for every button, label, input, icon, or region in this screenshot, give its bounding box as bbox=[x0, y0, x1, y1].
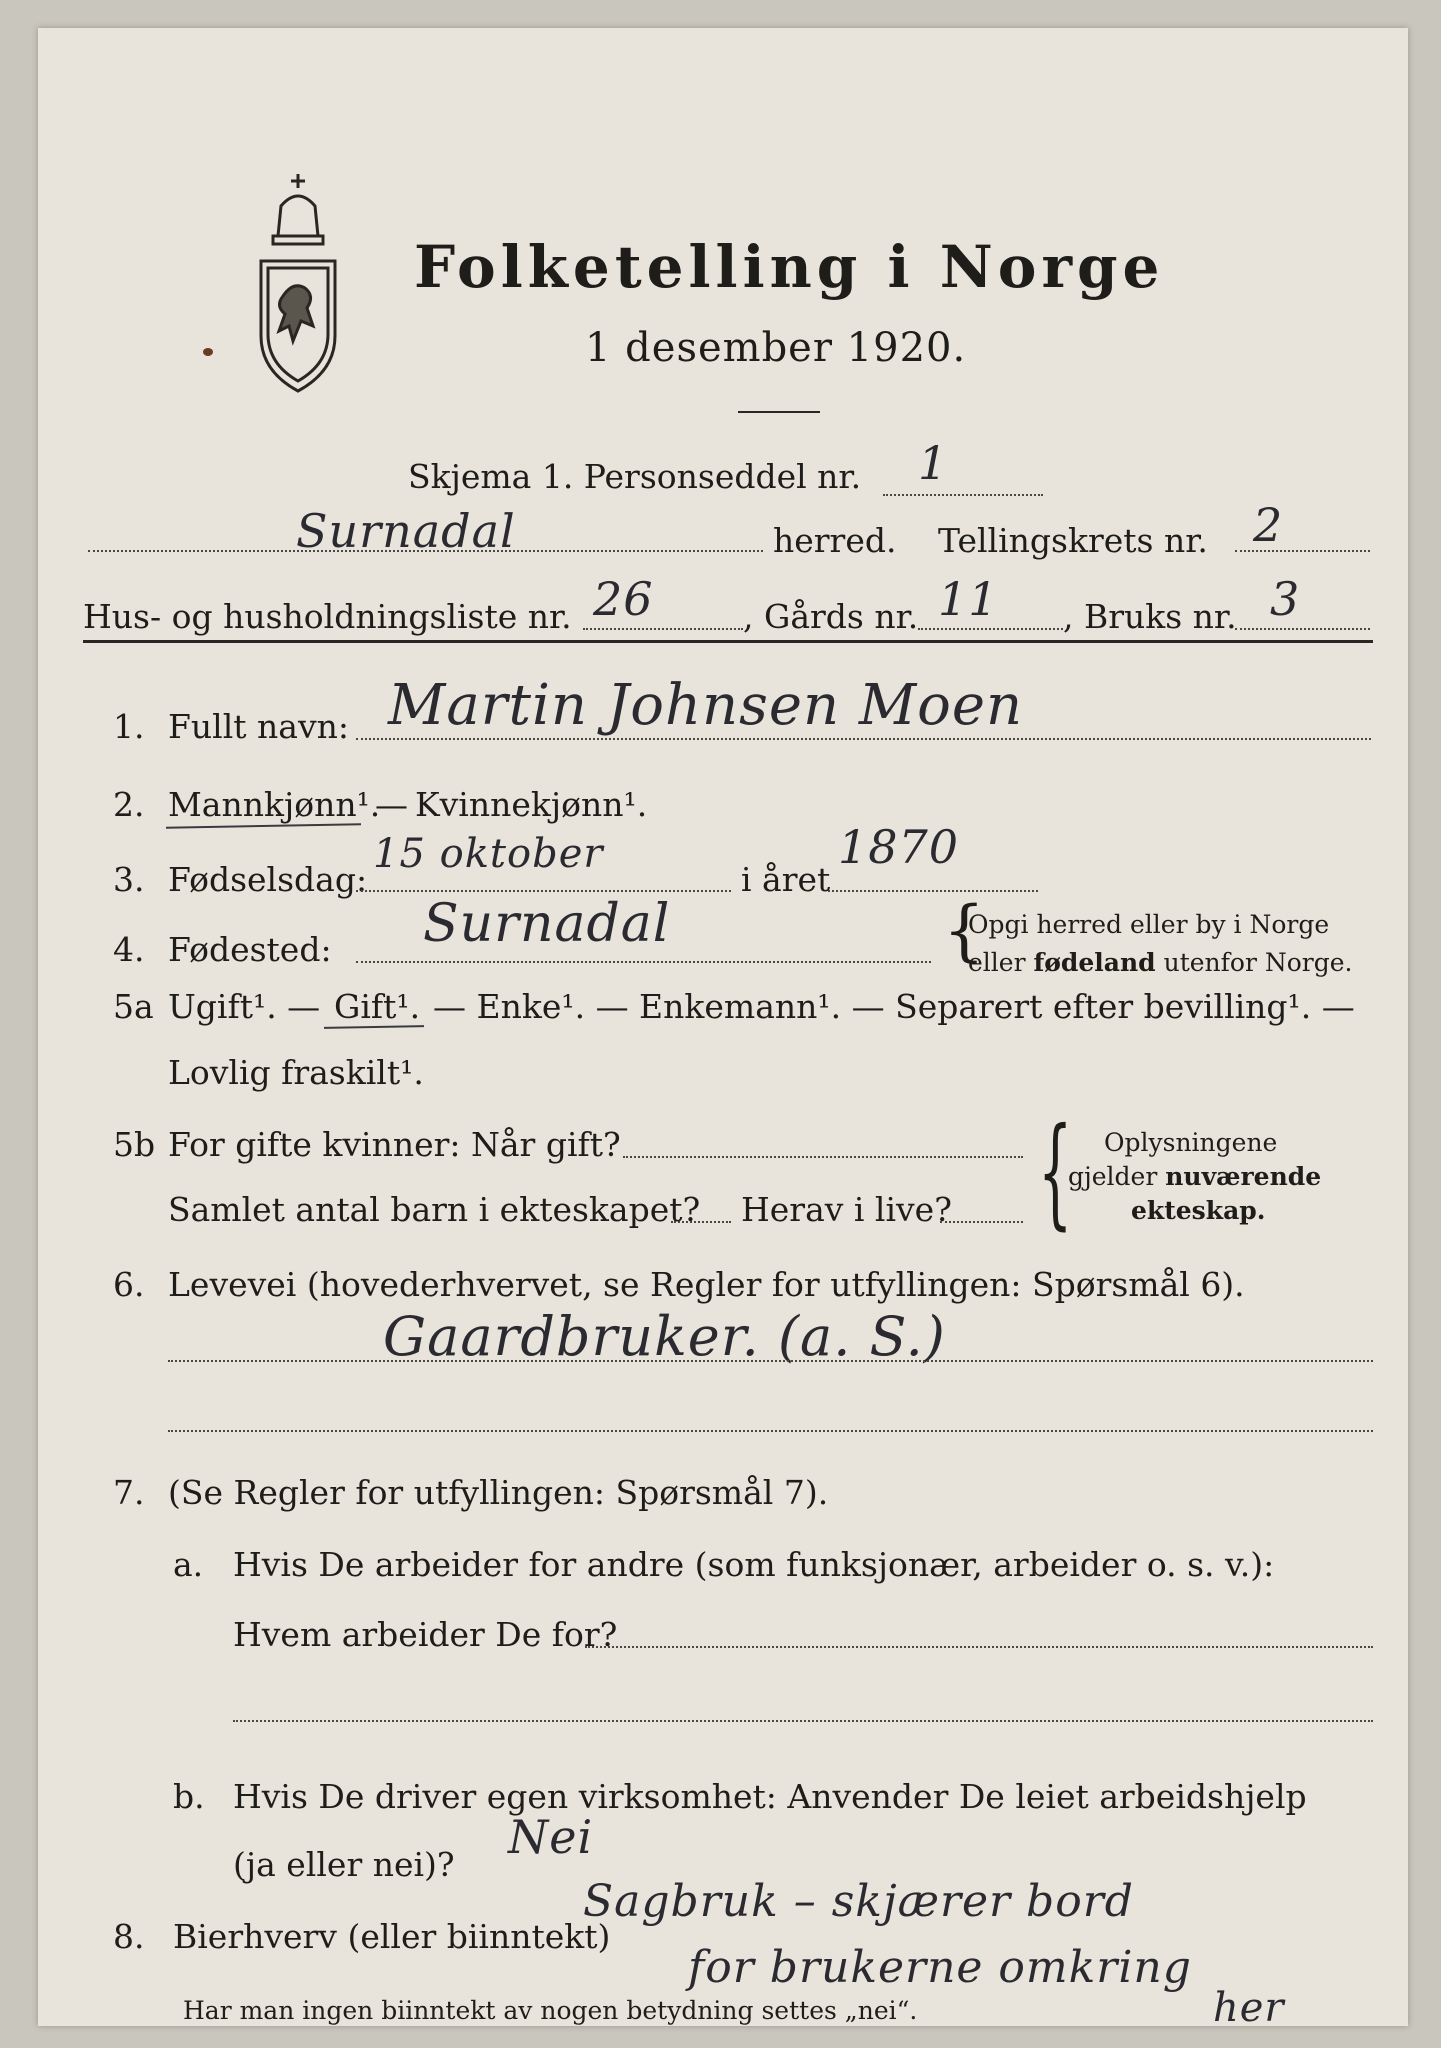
marital-gift: Gift¹. bbox=[334, 987, 421, 1026]
hired-help-value: Nei bbox=[508, 1810, 594, 1864]
q5b-married-when: For gifte kvinner: Når gift? bbox=[168, 1125, 621, 1164]
q7a-letter: a. bbox=[173, 1545, 204, 1584]
q6-line1 bbox=[168, 1360, 1373, 1362]
q4-number: 4. bbox=[113, 930, 145, 969]
q4-note-line2: eller fødeland utenfor Norge. bbox=[968, 948, 1353, 977]
q8-label: Bierhverv (eller biinntekt) bbox=[173, 1917, 611, 1956]
herred-value: Surnadal bbox=[296, 504, 516, 558]
q8-number: 8. bbox=[113, 1917, 145, 1956]
q5b-number: 5b bbox=[113, 1125, 156, 1164]
q5b-children-total: Samlet antal barn i ekteskapet? bbox=[168, 1190, 701, 1229]
hus-line bbox=[583, 628, 743, 630]
q7a-line2 bbox=[233, 1720, 1373, 1722]
q8-note: Har man ingen biinntekt av nogen betydning settes „nei“. bbox=[183, 1996, 918, 2025]
gards-value: 11 bbox=[938, 572, 999, 626]
form-date: 1 desember 1920. bbox=[585, 325, 967, 371]
marital-others: — Enke¹. — Enkemann¹. — Separert efter bevilling¹. — bbox=[433, 987, 1355, 1026]
q5a-number: 5a bbox=[113, 987, 154, 1026]
q5b-note-line2: gjelder nuværende bbox=[1068, 1162, 1322, 1191]
tellingskrets-label: Tellingskrets nr. bbox=[938, 521, 1208, 560]
q5b-note-line1: Oplysningene bbox=[1104, 1128, 1278, 1157]
q7b-yesno-label: (ja eller nei)? bbox=[233, 1845, 455, 1884]
birth-year-value: 1870 bbox=[838, 820, 960, 874]
q6-number: 6. bbox=[113, 1265, 145, 1304]
q4-line bbox=[356, 961, 931, 963]
q7a-employer-label: Hvem arbeider De for? bbox=[233, 1615, 618, 1654]
bruks-line bbox=[1235, 628, 1370, 630]
gender-female: Kvinnekjønn¹. bbox=[415, 785, 648, 824]
q5b-children-alive: Herav i live? bbox=[741, 1190, 952, 1229]
herred-label: herred. bbox=[773, 521, 897, 560]
q7b-letter: b. bbox=[173, 1777, 205, 1816]
gards-label: , Gårds nr. bbox=[743, 597, 919, 636]
hus-label: Hus- og husholdningsliste nr. bbox=[83, 597, 572, 636]
q5b-line1 bbox=[623, 1156, 1023, 1158]
side-income-value-line2: for brukerne omkring bbox=[688, 1942, 1192, 1993]
q7a-label: Hvis De arbeider for andre (som funksjonær, arbeider o. s. v.): bbox=[233, 1545, 1275, 1584]
side-income-value-line3: her bbox=[1213, 1985, 1285, 2031]
census-form bbox=[38, 28, 1408, 2031]
gards-line bbox=[918, 628, 1063, 630]
personseddel-line bbox=[883, 494, 1043, 496]
q7b-label: Hvis De driver egen virksomhet: Anvender De leiet arbeidshjelp bbox=[233, 1777, 1307, 1816]
q2-separator: — bbox=[375, 785, 408, 824]
hus-value: 26 bbox=[593, 572, 654, 626]
q7a-line1 bbox=[585, 1646, 1373, 1648]
personseddel-value: 1 bbox=[918, 436, 949, 490]
q7-label: (Se Regler for utfyllingen: Spørsmål 7). bbox=[168, 1473, 829, 1512]
side-income-value-line1: Sagbruk – skjærer bord bbox=[583, 1876, 1134, 1927]
q4-label: Fødested: bbox=[168, 930, 332, 969]
ink-spot bbox=[203, 348, 213, 356]
full-name-value: Martin Johnsen Moen bbox=[388, 673, 1024, 738]
bruks-label: , Bruks nr. bbox=[1063, 597, 1237, 636]
q4-brace: { bbox=[943, 892, 985, 969]
q5b-line2 bbox=[671, 1221, 731, 1223]
q7-number: 7. bbox=[113, 1473, 145, 1512]
gift-underline bbox=[324, 1025, 424, 1029]
q4-note-line1: Opgi herred eller by i Norge bbox=[968, 910, 1330, 939]
q1-line bbox=[356, 738, 1371, 740]
q3-year-line bbox=[828, 890, 1038, 892]
title-divider bbox=[738, 411, 820, 413]
header-rule bbox=[83, 640, 1373, 643]
q6-line2 bbox=[168, 1430, 1373, 1432]
birthplace-value: Surnadal bbox=[423, 894, 671, 954]
q1-number: 1. bbox=[113, 707, 145, 746]
marital-ugift: Ugift¹. — bbox=[168, 987, 321, 1026]
q3-number: 3. bbox=[113, 860, 145, 899]
q5b-line3 bbox=[940, 1221, 1023, 1223]
norway-coat-of-arms-icon bbox=[243, 166, 353, 396]
gender-male: Mannkjønn¹. bbox=[168, 785, 381, 824]
marital-fraskilt: Lovlig fraskilt¹. bbox=[168, 1053, 424, 1092]
q3-label: Fødselsdag: bbox=[168, 860, 368, 899]
q3-line bbox=[356, 890, 731, 892]
q5b-note-line3: ekteskap. bbox=[1131, 1196, 1266, 1225]
q1-label: Fullt navn: bbox=[168, 707, 349, 746]
bruks-value: 3 bbox=[1270, 572, 1301, 626]
male-underline bbox=[166, 823, 361, 828]
q3-year-label: i året bbox=[741, 860, 831, 899]
q5b-brace: { bbox=[1038, 1103, 1073, 1242]
birth-date-value: 15 oktober bbox=[373, 831, 604, 877]
q2-number: 2. bbox=[113, 785, 145, 824]
skjema-label: Skjema 1. Personseddel nr. bbox=[408, 457, 862, 496]
occupation-value: Gaardbruker. (a. S.) bbox=[383, 1305, 946, 1368]
form-title: Folketelling i Norge bbox=[414, 233, 1165, 301]
tellingskrets-value: 2 bbox=[1253, 498, 1284, 552]
q6-label: Levevei (hovederhvervet, se Regler for utfyllingen: Spørsmål 6). bbox=[168, 1265, 1245, 1304]
